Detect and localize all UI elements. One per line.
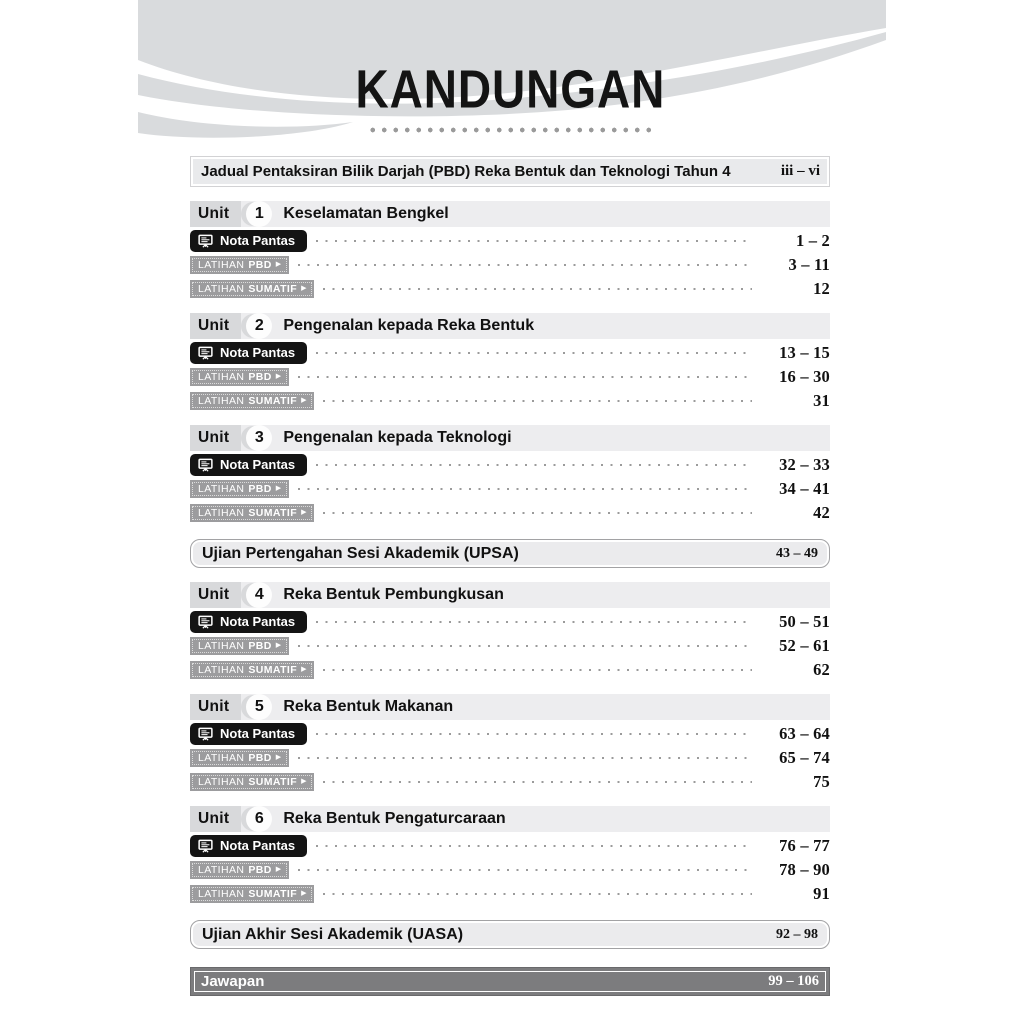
toc-row-latihan-sumatif <box>190 771 830 792</box>
arrow-right-icon: ▶ <box>301 397 307 404</box>
toc-row-latihan-pbd <box>190 366 830 387</box>
unit-title: Pengenalan kepada Teknologi <box>283 429 512 446</box>
title-block <box>190 60 830 133</box>
latihan-name: PBD <box>248 639 272 652</box>
unit-section-5 <box>190 694 830 792</box>
toc-row-latihan-pbd <box>190 859 830 880</box>
unit-number-badge <box>241 201 271 227</box>
page-range: 12 <box>813 278 830 298</box>
page-range: 91 <box>813 883 830 903</box>
latihan-name: SUMATIF <box>248 775 298 788</box>
dotted-leader <box>316 352 752 354</box>
unit-header <box>190 201 830 227</box>
assessment-table-label: Jadual Pentaksiran Bilik Darjah (PBD) Reka Bentuk dan Teknologi Tahun 4 <box>201 163 731 180</box>
latihan-sumatif-badge <box>190 280 314 298</box>
dotted-leader <box>323 288 752 290</box>
dotted-leader <box>323 893 752 895</box>
nota-pantas-label: Nota Pantas <box>220 345 296 360</box>
dotted-leader <box>298 264 752 266</box>
page-title: KANDUNGAN <box>355 58 665 120</box>
unit-header <box>190 582 830 608</box>
assessment-table-pages: iii – vi <box>780 163 820 179</box>
arrow-right-icon: ▶ <box>275 485 282 492</box>
page-range: 1 – 2 <box>796 230 830 250</box>
latihan-sumatif-badge <box>190 661 314 679</box>
latihan-name: PBD <box>248 258 272 271</box>
nota-pantas-label: Nota Pantas <box>220 838 296 853</box>
unit-section-4 <box>190 582 830 680</box>
page-range: 62 <box>813 659 830 679</box>
page-range: 75 <box>813 771 830 791</box>
dotted-leader <box>323 669 752 671</box>
latihan-prefix: LATIHAN <box>198 751 245 764</box>
toc-row-latihan-sumatif <box>190 278 830 299</box>
unit-number: 2 <box>246 313 272 339</box>
dotted-leader <box>298 488 752 490</box>
page-range: 34 – 41 <box>779 478 830 498</box>
unit-number: 4 <box>246 582 272 608</box>
page-range: 52 – 61 <box>779 635 830 655</box>
dotted-leader <box>316 464 752 466</box>
nota-pantas-label: Nota Pantas <box>220 233 296 248</box>
latihan-pbd-badge <box>190 368 289 386</box>
latihan-name: PBD <box>248 370 272 383</box>
arrow-right-icon: ▶ <box>275 754 282 761</box>
presentation-board-icon <box>198 458 213 472</box>
latihan-name: PBD <box>248 482 272 495</box>
latihan-prefix: LATIHAN <box>198 482 245 495</box>
unit-chip: Unit <box>190 313 241 339</box>
nota-pantas-label: Nota Pantas <box>220 614 296 629</box>
unit-number: 3 <box>246 425 272 451</box>
page-range: 3 – 11 <box>788 254 830 274</box>
latihan-prefix: LATIHAN <box>198 887 245 900</box>
unit-chip: Unit <box>190 582 241 608</box>
latihan-name: PBD <box>248 863 272 876</box>
toc-row-nota <box>190 342 830 363</box>
nota-pantas-badge <box>190 723 307 745</box>
page-range: 42 <box>813 502 830 522</box>
unit-title: Pengenalan kepada Reka Bentuk <box>283 317 535 334</box>
unit-title: Reka Bentuk Pengaturcaraan <box>283 810 506 827</box>
arrow-right-icon: ▶ <box>301 509 307 516</box>
page-range: 78 – 90 <box>779 859 830 879</box>
latihan-name: PBD <box>248 751 272 764</box>
dotted-leader <box>323 400 752 402</box>
latihan-pbd-badge <box>190 637 289 655</box>
page-range: 32 – 33 <box>779 454 830 474</box>
latihan-name: SUMATIF <box>248 282 298 295</box>
unit-section-1 <box>190 201 830 299</box>
upsa-exam-entry <box>190 539 830 568</box>
presentation-board-icon <box>198 234 213 248</box>
toc-row-latihan-pbd <box>190 254 830 275</box>
dotted-leader <box>316 621 752 623</box>
latihan-prefix: LATIHAN <box>198 863 245 876</box>
nota-pantas-badge <box>190 342 307 364</box>
toc-row-nota <box>190 723 830 744</box>
unit-chip: Unit <box>190 694 241 720</box>
nota-pantas-badge <box>190 611 307 633</box>
latihan-sumatif-badge <box>190 504 314 522</box>
dotted-leader <box>316 733 752 735</box>
arrow-right-icon: ▶ <box>275 642 282 649</box>
nota-pantas-badge <box>190 454 307 476</box>
latihan-pbd-badge <box>190 749 289 767</box>
page-range: 76 – 77 <box>779 835 830 855</box>
latihan-prefix: LATIHAN <box>198 775 245 788</box>
latihan-pbd-badge <box>190 861 289 879</box>
unit-section-2 <box>190 313 830 411</box>
dotted-leader <box>298 869 752 871</box>
arrow-right-icon: ▶ <box>301 890 307 897</box>
latihan-prefix: LATIHAN <box>198 258 245 271</box>
arrow-right-icon: ▶ <box>301 666 307 673</box>
arrow-right-icon: ▶ <box>301 285 307 292</box>
page-range: 63 – 64 <box>779 723 830 743</box>
presentation-board-icon <box>198 727 213 741</box>
unit-header <box>190 313 830 339</box>
toc-row-latihan-sumatif <box>190 390 830 411</box>
latihan-pbd-badge <box>190 256 289 274</box>
toc-row-nota <box>190 454 830 475</box>
page-range: 65 – 74 <box>779 747 830 767</box>
unit-number-badge <box>241 425 271 451</box>
presentation-board-icon <box>198 839 213 853</box>
unit-number-badge <box>241 806 271 832</box>
arrow-right-icon: ▶ <box>275 866 282 873</box>
answers-entry <box>190 967 830 996</box>
latihan-name: SUMATIF <box>248 506 298 519</box>
arrow-right-icon: ▶ <box>301 778 307 785</box>
toc-row-latihan-pbd <box>190 747 830 768</box>
latihan-prefix: LATIHAN <box>198 394 245 407</box>
toc-row-latihan-sumatif <box>190 502 830 523</box>
latihan-name: SUMATIF <box>248 663 298 676</box>
unit-header <box>190 425 830 451</box>
unit-header <box>190 694 830 720</box>
unit-header <box>190 806 830 832</box>
nota-pantas-label: Nota Pantas <box>220 457 296 472</box>
unit-chip: Unit <box>190 201 241 227</box>
toc-row-nota <box>190 230 830 251</box>
answers-pages: 99 – 106 <box>768 973 819 989</box>
toc-row-latihan-sumatif <box>190 883 830 904</box>
presentation-board-icon <box>198 615 213 629</box>
dotted-leader <box>316 845 752 847</box>
nota-pantas-badge <box>190 230 307 252</box>
latihan-sumatif-badge <box>190 885 314 903</box>
unit-number-badge <box>241 313 271 339</box>
unit-title: Keselamatan Bengkel <box>283 205 449 222</box>
dotted-leader <box>323 781 752 783</box>
unit-number-badge <box>241 582 271 608</box>
dotted-leader <box>316 240 752 242</box>
unit-chip: Unit <box>190 806 241 832</box>
arrow-right-icon: ▶ <box>275 373 282 380</box>
unit-chip: Unit <box>190 425 241 451</box>
uasa-exam-entry <box>190 920 830 949</box>
toc-row-latihan-pbd <box>190 478 830 499</box>
unit-number: 6 <box>246 806 272 832</box>
latihan-pbd-badge <box>190 480 289 498</box>
page-range: 50 – 51 <box>779 611 830 631</box>
toc-page <box>190 0 830 996</box>
nota-pantas-label: Nota Pantas <box>220 726 296 741</box>
upsa-pages: 43 – 49 <box>776 545 818 561</box>
latihan-name: SUMATIF <box>248 887 298 900</box>
assessment-table-entry <box>190 156 830 187</box>
toc-row-nota <box>190 611 830 632</box>
toc-row-nota <box>190 835 830 856</box>
latihan-sumatif-badge <box>190 392 314 410</box>
toc-row-latihan-sumatif <box>190 659 830 680</box>
unit-number: 5 <box>246 694 272 720</box>
answers-label: Jawapan <box>201 973 265 990</box>
page-range: 16 – 30 <box>779 366 830 386</box>
title-dotted-underline <box>367 127 653 133</box>
dotted-leader <box>298 376 752 378</box>
page-range: 13 – 15 <box>779 342 830 362</box>
unit-number: 1 <box>246 201 272 227</box>
unit-title: Reka Bentuk Makanan <box>283 698 454 715</box>
nota-pantas-badge <box>190 835 307 857</box>
unit-number-badge <box>241 694 271 720</box>
dotted-leader <box>298 645 752 647</box>
unit-title: Reka Bentuk Pembungkusan <box>283 586 504 603</box>
latihan-prefix: LATIHAN <box>198 282 245 295</box>
upsa-label: Ujian Pertengahan Sesi Akademik (UPSA) <box>202 544 519 562</box>
uasa-label: Ujian Akhir Sesi Akademik (UASA) <box>202 925 464 943</box>
latihan-sumatif-badge <box>190 773 314 791</box>
dotted-leader <box>323 512 752 514</box>
toc-row-latihan-pbd <box>190 635 830 656</box>
unit-section-6 <box>190 806 830 904</box>
latihan-prefix: LATIHAN <box>198 663 245 676</box>
arrow-right-icon: ▶ <box>275 261 282 268</box>
latihan-prefix: LATIHAN <box>198 506 245 519</box>
inner-border-line <box>194 971 826 992</box>
latihan-name: SUMATIF <box>248 394 298 407</box>
uasa-pages: 92 – 98 <box>776 926 818 942</box>
latihan-prefix: LATIHAN <box>198 370 245 383</box>
latihan-prefix: LATIHAN <box>198 639 245 652</box>
dotted-leader <box>298 757 752 759</box>
page-range: 31 <box>813 390 830 410</box>
unit-section-3 <box>190 425 830 523</box>
presentation-board-icon <box>198 346 213 360</box>
